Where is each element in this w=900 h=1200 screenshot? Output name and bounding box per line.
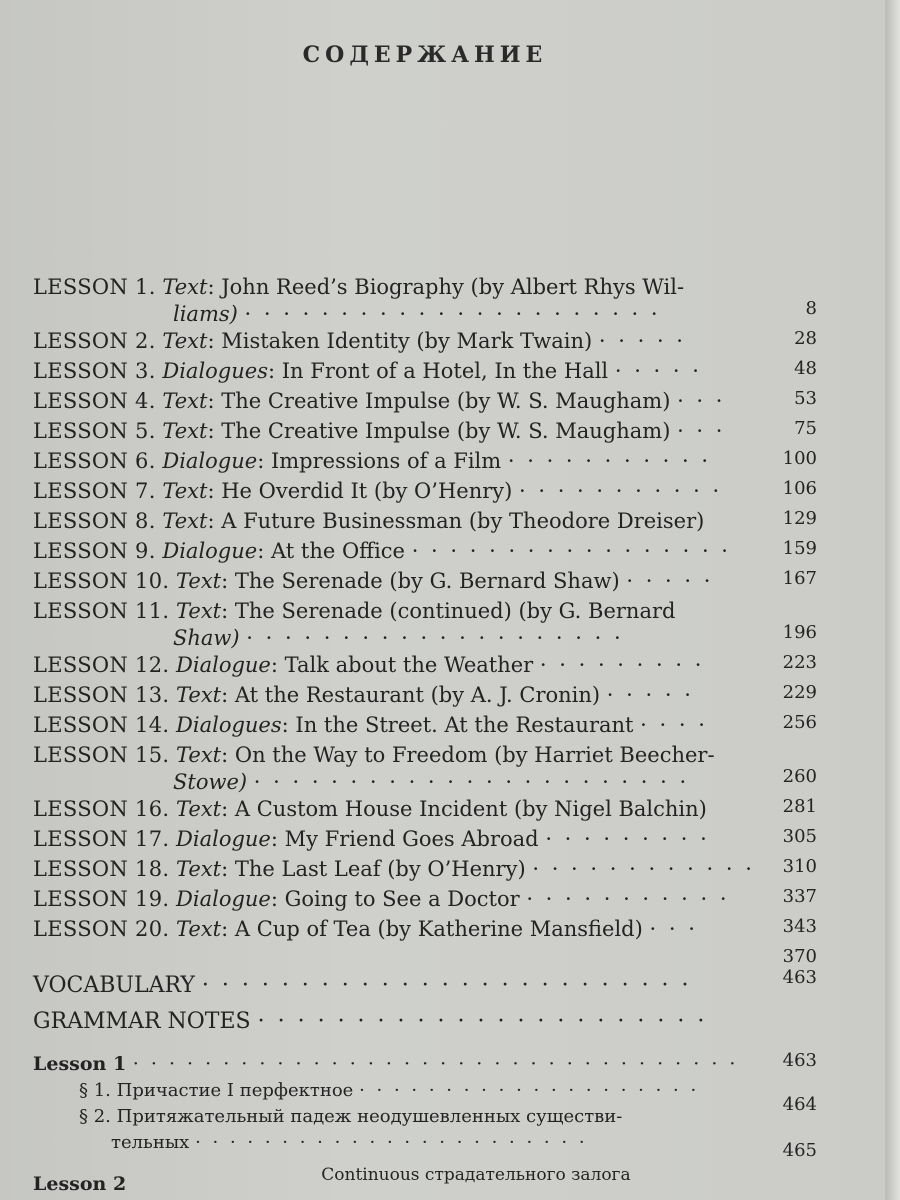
grammar-lesson-1 [31, 1050, 821, 1161]
toc-grammar-notes[interactable]: GRAMMAR NOTES · · · · · · · · · · · · · · · · · · · · · · · [33, 1009, 708, 1034]
grammar-item-partial: Continuous страдательного залога [321, 1165, 631, 1185]
toc-entry[interactable]: LESSON 5. Text: The Creative Impulse (by W. S. Maugham) · · · 75 [31, 416, 821, 446]
page-number: 100 [782, 448, 817, 469]
toc-entry[interactable]: LESSON 1. Text: John Reed’s Biography (by Albert Rhys Wil- liams) · · · · · · · · · · · · · · · · · · · · · · 8 [33, 275, 817, 326]
toc-entry[interactable]: LESSON 6. Dialogue: Impressions of a Film · · · · · · · · · · · 100 [31, 446, 821, 476]
grammar-lesson-2 [31, 1165, 821, 1198]
page-number: 260 [782, 766, 817, 787]
page-edge [885, 0, 900, 1200]
toc-entry[interactable]: LESSON 7. Text: He Overdid It (by O’Henry) · · · · · · · · · · · 106 [31, 476, 821, 506]
page-number: 159 [782, 538, 817, 559]
page-number: 223 [782, 652, 817, 673]
toc-entry[interactable]: LESSON 8. Text: A Future Businessman (by Theodore Dreiser) 129 [31, 506, 821, 536]
toc-entry[interactable]: LESSON 14. Dialogues: In the Street. At the Restaurant · · · · 256 [31, 710, 821, 740]
page-number: 106 [782, 478, 817, 499]
grammar-lesson-heading[interactable]: Lesson 1 · · · · · · · · · · · · · · · · · · · · · · · · · · · · · · · · · · 463 [33, 1050, 817, 1075]
page-number: 167 [782, 568, 817, 589]
toc-entry[interactable]: LESSON 17. Dialogue: My Friend Goes Abroad · · · · · · · · · 305 [31, 824, 821, 854]
page-number: 337 [782, 886, 817, 907]
toc-entry[interactable]: LESSON 3. Dialogues: In Front of a Hotel, In the Hall · · · · · 48 [31, 356, 821, 386]
page-number: 53 [794, 388, 817, 409]
page-number: 464 [782, 1094, 817, 1115]
toc-entry[interactable]: LESSON 10. Text: The Serenade (by G. Bernard Shaw) · · · · · 167 [31, 566, 821, 596]
toc-spacer [31, 944, 821, 967]
toc-entry[interactable]: LESSON 13. Text: At the Restaurant (by A. J. Cronin) · · · · · 229 [31, 680, 821, 710]
page-number: 8 [805, 298, 817, 319]
page-title: СОДЕРЖАНИЕ [302, 42, 548, 68]
page-number: 229 [782, 682, 817, 703]
page-number: 75 [794, 418, 817, 439]
toc-entry[interactable]: LESSON 15. Text: On the Way to Freedom (by Harriet Beecher- Stowe) · · · · · · · · · · · · · · · · · · · · · · · 260 [33, 743, 817, 794]
toc-entry[interactable]: LESSON 16. Text: A Custom House Incident (by Nigel Balchin) 281 [31, 794, 821, 824]
toc-entry[interactable]: LESSON 18. Text: The Last Leaf (by O’Henry) · · · · · · · · · · · · 310 [31, 854, 821, 884]
page-number: 310 [782, 856, 817, 877]
page-number: 370 [782, 946, 817, 967]
toc-entry[interactable]: LESSON 4. Text: The Creative Impulse (by W. S. Maugham) · · · 53 [31, 386, 821, 416]
toc-entry[interactable]: LESSON 2. Text: Mistaken Identity (by Mark Twain) · · · · · 28 [31, 326, 821, 356]
page-number: 305 [782, 826, 817, 847]
page-number: 256 [782, 712, 817, 733]
page-number: 28 [794, 328, 817, 349]
toc-entry[interactable]: LESSON 9. Dialogue: At the Office · · · · · · · · · · · · · · · · · 159 [31, 536, 821, 566]
toc-entry[interactable]: LESSON 20. Text: A Cup of Tea (by Katherine Mansfield) · · · 343 [31, 914, 821, 944]
toc-vocabulary[interactable]: VOCABULARY · · · · · · · · · · · · · · · · · · · · · · · · · 463 [31, 968, 821, 1004]
grammar-item[interactable]: § 2. Притяжательный падеж неодушевленных существи- тельных · · · · · · · · · · · · · · · · · · · · · · · 465 [31, 1104, 821, 1156]
grammar-lesson-heading[interactable]: Lesson 2 Continuous страдательного залога [33, 1165, 631, 1195]
grammar-item[interactable]: § 1. Причастие I перфектное · · · · · · · · · · · · · · · · · · · · 464 [31, 1078, 821, 1104]
page-number: 343 [782, 916, 817, 937]
page-number: 196 [782, 622, 817, 643]
page-number: 463 [782, 1050, 817, 1071]
table-of-contents [31, 272, 821, 1198]
page-number: 281 [782, 796, 817, 817]
page-number: 129 [782, 508, 817, 529]
page-number: 463 [782, 967, 817, 988]
toc-entry[interactable]: LESSON 11. Text: The Serenade (continued) (by G. Bernard Shaw) · · · · · · · · · · · · · · · · · · · · 196 [33, 599, 817, 650]
toc-entry[interactable]: LESSON 19. Dialogue: Going to See a Doctor · · · · · · · · · · · 337 [31, 884, 821, 914]
toc-entry[interactable]: LESSON 12. Dialogue: Talk about the Weather · · · · · · · · · 223 [31, 650, 821, 680]
page-number: 48 [794, 358, 817, 379]
page-number: 465 [782, 1140, 817, 1161]
